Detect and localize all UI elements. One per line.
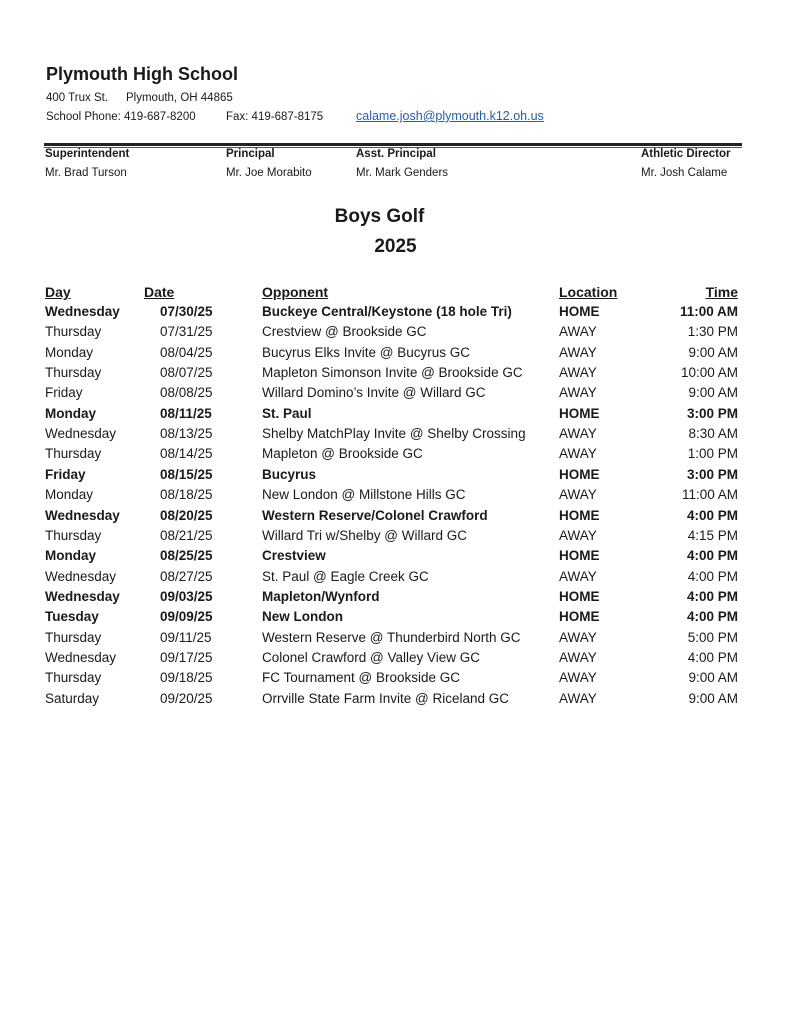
cell-opponent: Mapleton/Wynford	[262, 588, 380, 604]
cell-opponent: New London	[262, 609, 343, 625]
table-row	[0, 650, 791, 670]
cell-opponent: Western Reserve @ Thunderbird North GC	[262, 629, 521, 645]
cell-date: 08/20/25	[160, 507, 213, 523]
header-divider	[44, 143, 742, 146]
cell-day: Tuesday	[45, 609, 99, 625]
cell-opponent: Mapleton @ Brookside GC	[262, 446, 423, 462]
cell-location: AWAY	[559, 385, 597, 401]
table-row	[0, 589, 791, 609]
cell-location: AWAY	[559, 446, 597, 462]
table-row	[0, 548, 791, 568]
table-row	[0, 345, 791, 365]
cell-day: Thursday	[45, 365, 102, 381]
staff-title-asst-principal: Asst. Principal	[356, 148, 436, 160]
cell-opponent: Willard Tri w/Shelby @ Willard GC	[262, 527, 467, 543]
table-row	[0, 609, 791, 629]
header-time: Time	[705, 284, 738, 300]
cell-time: 5:00 PM	[687, 629, 738, 645]
cell-location: AWAY	[559, 690, 597, 706]
cell-time: 4:00 PM	[687, 568, 738, 584]
cell-date: 09/11/25	[160, 629, 212, 645]
cell-day: Thursday	[45, 629, 102, 645]
cell-date: 08/25/25	[160, 548, 213, 564]
staff-name-principal: Mr. Joe Morabito	[226, 167, 312, 179]
cell-date: 08/08/25	[160, 385, 213, 401]
cell-date: 07/31/25	[160, 324, 213, 340]
cell-day: Thursday	[45, 527, 102, 543]
cell-time: 1:00 PM	[687, 446, 738, 462]
table-row	[0, 385, 791, 405]
cell-location: HOME	[559, 405, 600, 421]
school-city: Plymouth, OH 44865	[126, 92, 233, 104]
table-row	[0, 508, 791, 528]
cell-location: HOME	[559, 588, 600, 604]
cell-opponent: St. Paul @ Eagle Creek GC	[262, 568, 429, 584]
staff-title-principal: Principal	[226, 148, 275, 160]
cell-time: 4:15 PM	[687, 527, 738, 543]
cell-time: 4:00 PM	[686, 609, 738, 625]
cell-location: HOME	[559, 466, 600, 482]
table-row	[0, 691, 791, 711]
cell-day: Monday	[45, 405, 97, 421]
cell-location: AWAY	[559, 629, 597, 645]
cell-time: 4:00 PM	[686, 507, 738, 523]
header-location: Location	[559, 284, 618, 300]
cell-day: Monday	[45, 344, 94, 360]
school-phone: School Phone: 419-687-8200	[46, 111, 196, 123]
staff-title-athletic-director: Athletic Director	[641, 148, 731, 160]
cell-day: Monday	[45, 548, 97, 564]
table-row	[0, 426, 791, 446]
email-link[interactable]: calame.josh@plymouth.k12.oh.us	[356, 109, 544, 123]
table-row	[0, 446, 791, 466]
cell-time: 9:00 AM	[688, 690, 738, 706]
header-date: Date	[144, 284, 175, 300]
table-row	[0, 324, 791, 344]
cell-location: HOME	[559, 304, 600, 319]
table-row	[0, 670, 791, 690]
cell-location: AWAY	[559, 670, 597, 686]
cell-opponent: Western Reserve/Colonel Crawford	[262, 507, 488, 523]
cell-date: 09/20/25	[160, 690, 213, 706]
table-row	[0, 467, 791, 487]
staff-name-superintendent: Mr. Brad Turson	[45, 167, 127, 179]
cell-day: Saturday	[45, 690, 100, 706]
cell-date: 08/15/25	[160, 466, 213, 482]
cell-location: HOME	[559, 548, 600, 564]
cell-date: 09/18/25	[160, 670, 213, 686]
cell-location: AWAY	[559, 344, 597, 360]
cell-day: Friday	[45, 385, 83, 401]
cell-time: 3:00 PM	[686, 466, 738, 482]
header-day: Day	[45, 284, 71, 300]
cell-date: 08/27/25	[160, 568, 213, 584]
cell-time: 9:00 AM	[688, 344, 738, 360]
cell-location: AWAY	[559, 649, 597, 665]
cell-location: AWAY	[559, 426, 597, 442]
school-street: 400 Trux St.	[46, 92, 109, 104]
staff-name-asst-principal: Mr. Mark Genders	[356, 167, 449, 179]
cell-opponent: FC Tournament @ Brookside GC	[262, 670, 461, 686]
cell-day: Thursday	[45, 446, 102, 462]
cell-location: HOME	[559, 609, 600, 625]
cell-opponent: Crestview	[262, 548, 326, 564]
cell-time: 9:00 AM	[688, 385, 738, 401]
cell-day: Thursday	[45, 670, 102, 686]
cell-time: 8:30 AM	[688, 426, 738, 442]
cell-date: 09/17/25	[160, 649, 213, 665]
table-row	[0, 630, 791, 650]
cell-opponent: Orrville State Farm Invite @ Riceland GC	[262, 690, 510, 706]
cell-date: 08/04/25	[160, 344, 213, 360]
school-name: Plymouth High School	[46, 64, 238, 84]
cell-date: 08/11/25	[160, 405, 212, 421]
staff-title-superintendent: Superintendent	[45, 148, 130, 160]
cell-opponent: Bucyrus	[262, 466, 317, 482]
table-row	[0, 365, 791, 385]
table-row	[0, 569, 791, 589]
cell-time: 4:00 PM	[687, 649, 738, 665]
cell-date: 07/30/25	[160, 304, 213, 319]
staff-name-athletic-director: Mr. Josh Calame	[641, 167, 728, 179]
cell-day: Wednesday	[45, 588, 120, 604]
cell-date: 08/13/25	[160, 426, 213, 442]
cell-location: AWAY	[559, 365, 597, 381]
cell-opponent: Willard Domino’s Invite @ Willard GC	[262, 385, 486, 401]
cell-day: Wednesday	[45, 507, 120, 523]
cell-opponent: Crestview @ Brookside GC	[262, 324, 427, 340]
cell-location: AWAY	[559, 527, 597, 543]
cell-date: 08/21/25	[160, 527, 213, 543]
cell-day: Wednesday	[45, 304, 120, 319]
cell-time: 9:00 AM	[688, 670, 738, 686]
cell-time: 10:00 AM	[680, 365, 738, 381]
cell-time: 3:00 PM	[686, 405, 738, 421]
cell-opponent: Colonel Crawford @ Valley View GC	[262, 649, 481, 665]
cell-location: AWAY	[559, 324, 597, 340]
cell-date: 09/09/25	[160, 609, 213, 625]
cell-date: 08/14/25	[160, 446, 213, 462]
cell-day: Wednesday	[45, 568, 117, 584]
cell-day: Wednesday	[45, 649, 117, 665]
cell-time: 11:00 AM	[681, 487, 738, 503]
cell-date: 09/03/25	[160, 588, 213, 604]
cell-time: 1:30 PM	[687, 324, 738, 340]
cell-opponent: New London @ Millstone Hills GC	[262, 487, 466, 503]
table-row	[0, 528, 791, 548]
cell-day: Monday	[45, 487, 94, 503]
schedule-title: Boys Golf	[334, 206, 425, 227]
cell-date: 08/07/25	[160, 365, 213, 381]
cell-location: AWAY	[559, 487, 597, 503]
cell-day: Thursday	[45, 324, 102, 340]
table-row	[0, 406, 791, 426]
school-fax: Fax: 419-687-8175	[226, 111, 324, 123]
cell-opponent: St. Paul	[262, 405, 312, 421]
header-opponent: Opponent	[262, 284, 329, 300]
cell-opponent: Mapleton Simonson Invite @ Brookside GC	[262, 365, 523, 381]
cell-time: 11:00 AM	[679, 304, 738, 319]
table-row	[0, 487, 791, 507]
table-row	[0, 304, 791, 324]
cell-day: Friday	[45, 466, 86, 482]
cell-time: 4:00 PM	[686, 588, 738, 604]
cell-location: HOME	[559, 507, 600, 523]
cell-location: AWAY	[559, 568, 597, 584]
cell-date: 08/18/25	[160, 487, 213, 503]
cell-opponent: Buckeye Central/Keystone (18 hole Tri)	[262, 304, 512, 319]
cell-time: 4:00 PM	[686, 548, 738, 564]
cell-opponent: Shelby MatchPlay Invite @ Shelby Crossing	[262, 426, 526, 442]
schedule-year: 2025	[374, 236, 417, 257]
cell-day: Wednesday	[45, 426, 117, 442]
cell-opponent: Bucyrus Elks Invite @ Bucyrus GC	[262, 344, 471, 360]
